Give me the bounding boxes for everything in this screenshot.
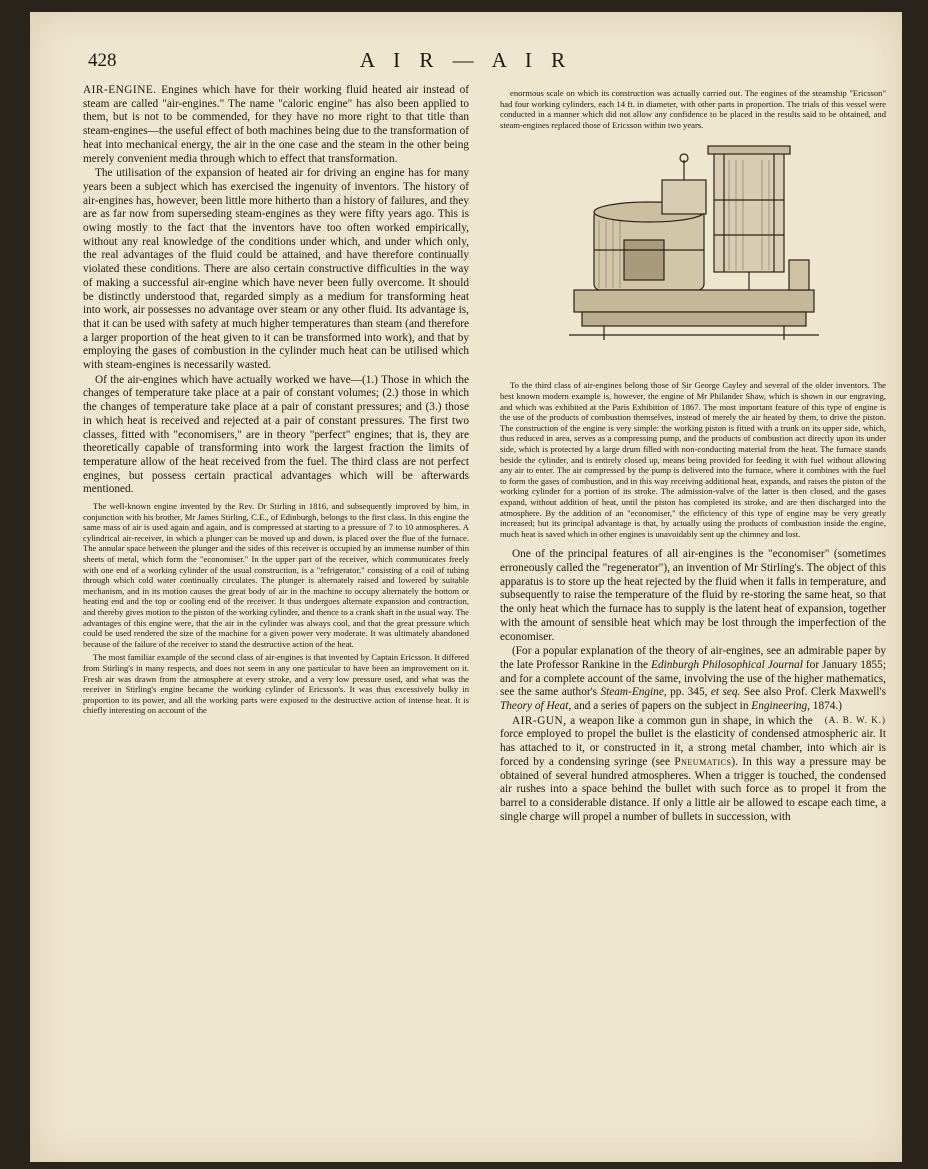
entry-heading-air-engine: AIR-ENGINE. — [83, 84, 157, 96]
right-column — [500, 88, 886, 825]
paragraph-text: Engines which have for their working fluid heated air instead of steam are called "air-engines." The name "caloric engine" has also been applied to them, but is not to be commended, for they have no more right to that title than steam-engines—the useful effect of both machines being due to the transformation of heat into mechanical energy, the air in the one case and the steam in the other being merely convenient media through which to effect that transformation. — [83, 84, 469, 165]
running-head: A I R — A I R — [359, 48, 573, 72]
paragraph-history: The utilisation of the expansion of heated air for driving an engine has for many years been a subject which has exercised the ingenuity of inventors. The history of air-engines has, however, been little more hitherto than a history of failures, and they are as far now from superseding steam-engines as they were fifty years ago. This is owing mostly to the fact that the inventors have too often worked empirically, without any real knowledge of the conditions under which, and under which only, the real advantages of the fluid could be attained, and have therefore continually violated these conditions. There are also certain constructive difficulties in the way of making a successful air-engine which have never been fully overcome. It should be distinctly understood that, regarded simply as a medium for transforming heat into work, air possesses no advantage over steam or any other fluid. Its advantage is, that it can be used with safety at much higher temperatures than steam (and therefore a larger proportion of the heat given to it can be transformed into work), and that by employing the gases of combustion in the cylinder much heat can be utilised which with steam-engines is necessarily wasted. — [83, 167, 469, 372]
left-column — [83, 84, 469, 719]
paragraph-stirling: The well-known engine invented by the Rev. Dr Stirling in 1816, and subsequently improved by him, in conjunction with his brother, Mr James Stirling, C.E., of Edinburgh, belongs to the first class. In this engine the same mass of air is used again and again, and is compressed at starting to a pressure of 7 to 10 atmospheres. A cylindrical air-receiver, in which a plunger can be moved up and down, is placed over the flue of the furnace. The annular space between the plunger and the sides of this receiver is occupied by an immense number of thin sheets of metal, which form the "economiser." In the upper part of the receiver, which communicates freely with one end of a working cylinder of the usual construction, is a "refrigerator," consisting of a coil of tubing through which cold water continually circulates. The plunger is alternately raised and lowered by suitable mechanism, and in its motion causes the great body of air in the machine to occupy alternately the bottom or heating end and the top or cooling end of the receiver. It thus undergoes alternate expansion and contraction, and thereby gives motion to the piston of the working cylinder, and thence to a crank shaft in the usual way. The advantages of this engine were, that the air in the cylinder was always cool, and that the great pressure which could be used rendered the size of the machine for a given power very moderate. It was ultimately abandoned because of the failure of the receiver to stand the destructive action of the heat. — [83, 501, 469, 649]
paragraph-classes: Of the air-engines which have actually worked we have—(1.) Those in which the changes of temperature take place at a pair of constant volumes; (2.) those in which the changes of temperature take place at a pair of constant pressures; and (3.) those in which heat is received and rejected at a pair of constant pressures. The first two classes, fitted with "economisers," are in theory "perfect" engines; that is, they are theoretically capable of transforming into work the largest fraction the limits of temperature allow of the heat received from the fuel. The third class are not perfect engines, but possess certain practical advantages which will be afterwards mentioned. — [83, 373, 469, 496]
small-print-block — [83, 501, 469, 716]
book-page — [30, 12, 902, 1162]
page-number: 428 — [88, 50, 117, 71]
paragraph-ericsson: The most familiar example of the second class of air-engines is that invented by Captain Ericsson. It differed from Stirling's in many respects, and does not seem in any one particular to have been an improvement on it. Fresh air was drawn from the atmosphere at every stroke, and a very low pressure used, and what was the receiver in Stirling's engine became the working cylinder of Ericsson's. It was thus excessively bulky in proportion to its power, and all the working parts were exposed to the destructive action of intense heat. It is chiefly interesting on account of the — [83, 652, 469, 716]
author-signature: (A. B. W. K.) — [824, 714, 886, 725]
journal-title: Edinburgh Philosophical Journal — [651, 658, 803, 671]
book-title: Steam-Engine — [600, 686, 664, 699]
paragraph-third-class: To the third class of air-engines belong those of Sir George Cayley and several of the older inventors. The best known modern example is, however, the engine of Mr Philander Shaw, which is shown in our engraving, and which was exhibited at the Paris Exhibition of 1867. The most important feature of this type of engine is the use of the products of combustion themselves, instead of merely the air heated by them, to drive the piston. The construction of the engine is very simple: the working piston is fitted with a trunk on its upper side, which, thus reduced in area, serves as a compressing pump, and the products of combustion act directly upon its under side, which is protected by a large drum filled with non-conducting material from the heat. The furnace stands beside the cylinder, and is entirely closed up, means being provided for feeding it with fuel without allowing any air to enter. The air compressed by the pump is delivered into the furnace, where it combines with the fuel to form the gases of combustion, and in this way receiving additional heat, expands, and raises the piston of the working cylinder for a portion of its stroke. The admission-valve of the latter is then closed, and the gases expand, without addition of heat, until the piston has completed its stroke, and are then discharged into the atmosphere. By the addition of an "economiser," the efficiency of this type of engine may be very greatly increased; but its principal advantage is that, by actually using the products of combustion inside the engine, much heat is saved which in other engines is unavoidably sent up the chimney and lost. — [500, 380, 886, 539]
engine-engraving-figure — [564, 140, 822, 370]
cross-reference: Pneumatics — [674, 755, 732, 768]
paragraph-economiser: One of the principal features of all air-engines is the "economiser" (sometimes erroneously called the "regenerator"), an invention of Mr Stirling's. The object of this apparatus is to store up the heat rejected by the fluid when it falls in temperature, and subsequently to raise the temperature of the fluid by re-storing the same heat, so that the only heat which the furnace has to supply is the latent heat of expansion, together with the amount of sensible heat which may be lost through the imperfection of the economiser. — [500, 548, 886, 643]
paragraph-ericsson-continued: enormous scale on which its construction was actually carried out. The engines of the steamship "Ericsson" had four working cylinders, each 14 ft. in diameter, with other parts in proportion. The trials of this vessel were conducted in a manner which did not allow any confidence to be placed in the results said to be obtained, and steam-engines replaced those of Ericsson within two years. — [500, 88, 886, 130]
journal-title: Engineering — [751, 700, 808, 713]
paragraph-references: (For a popular explanation of the theory of air-engines, see an admirable paper by the late Professor Rankine in the Edinburgh Philosophical Journal for January 1855; and for a complete account of the same, involving the use of the higher mathematics, see the same author's Steam-Engine, pp. 345, et seq. See also Prof. Clerk Maxwell's Theory of Heat, and a series of papers on the subject in Engineering, 1874.) (A. B. W. K.) — [500, 645, 886, 714]
small-print-block — [500, 88, 886, 130]
paragraph-air-gun: AIR-GUN, a weapon like a common gun in shape, in which the force employed to propel the bullet is the elasticity of condensed atmospheric air. It has attached to it, or constructed in it, a strong metal chamber, into which air is forced by a condensing syringe (see Pneumatics). In this way a pressure may be obtained of several hundred atmospheres. When a trigger is touched, the condensed air rushes into a space behind the bullet with such force as to propel it from the barrel to a considerable distance. If only a little air be allowed to escape each time, a single charge will propel a number of bullets in succession, with — [500, 714, 886, 823]
book-title: Theory of Heat — [500, 700, 569, 713]
paragraph-air-engine-intro — [83, 84, 469, 166]
small-print-block — [500, 380, 886, 539]
entry-heading-air-gun: AIR-GUN, — [512, 714, 567, 727]
